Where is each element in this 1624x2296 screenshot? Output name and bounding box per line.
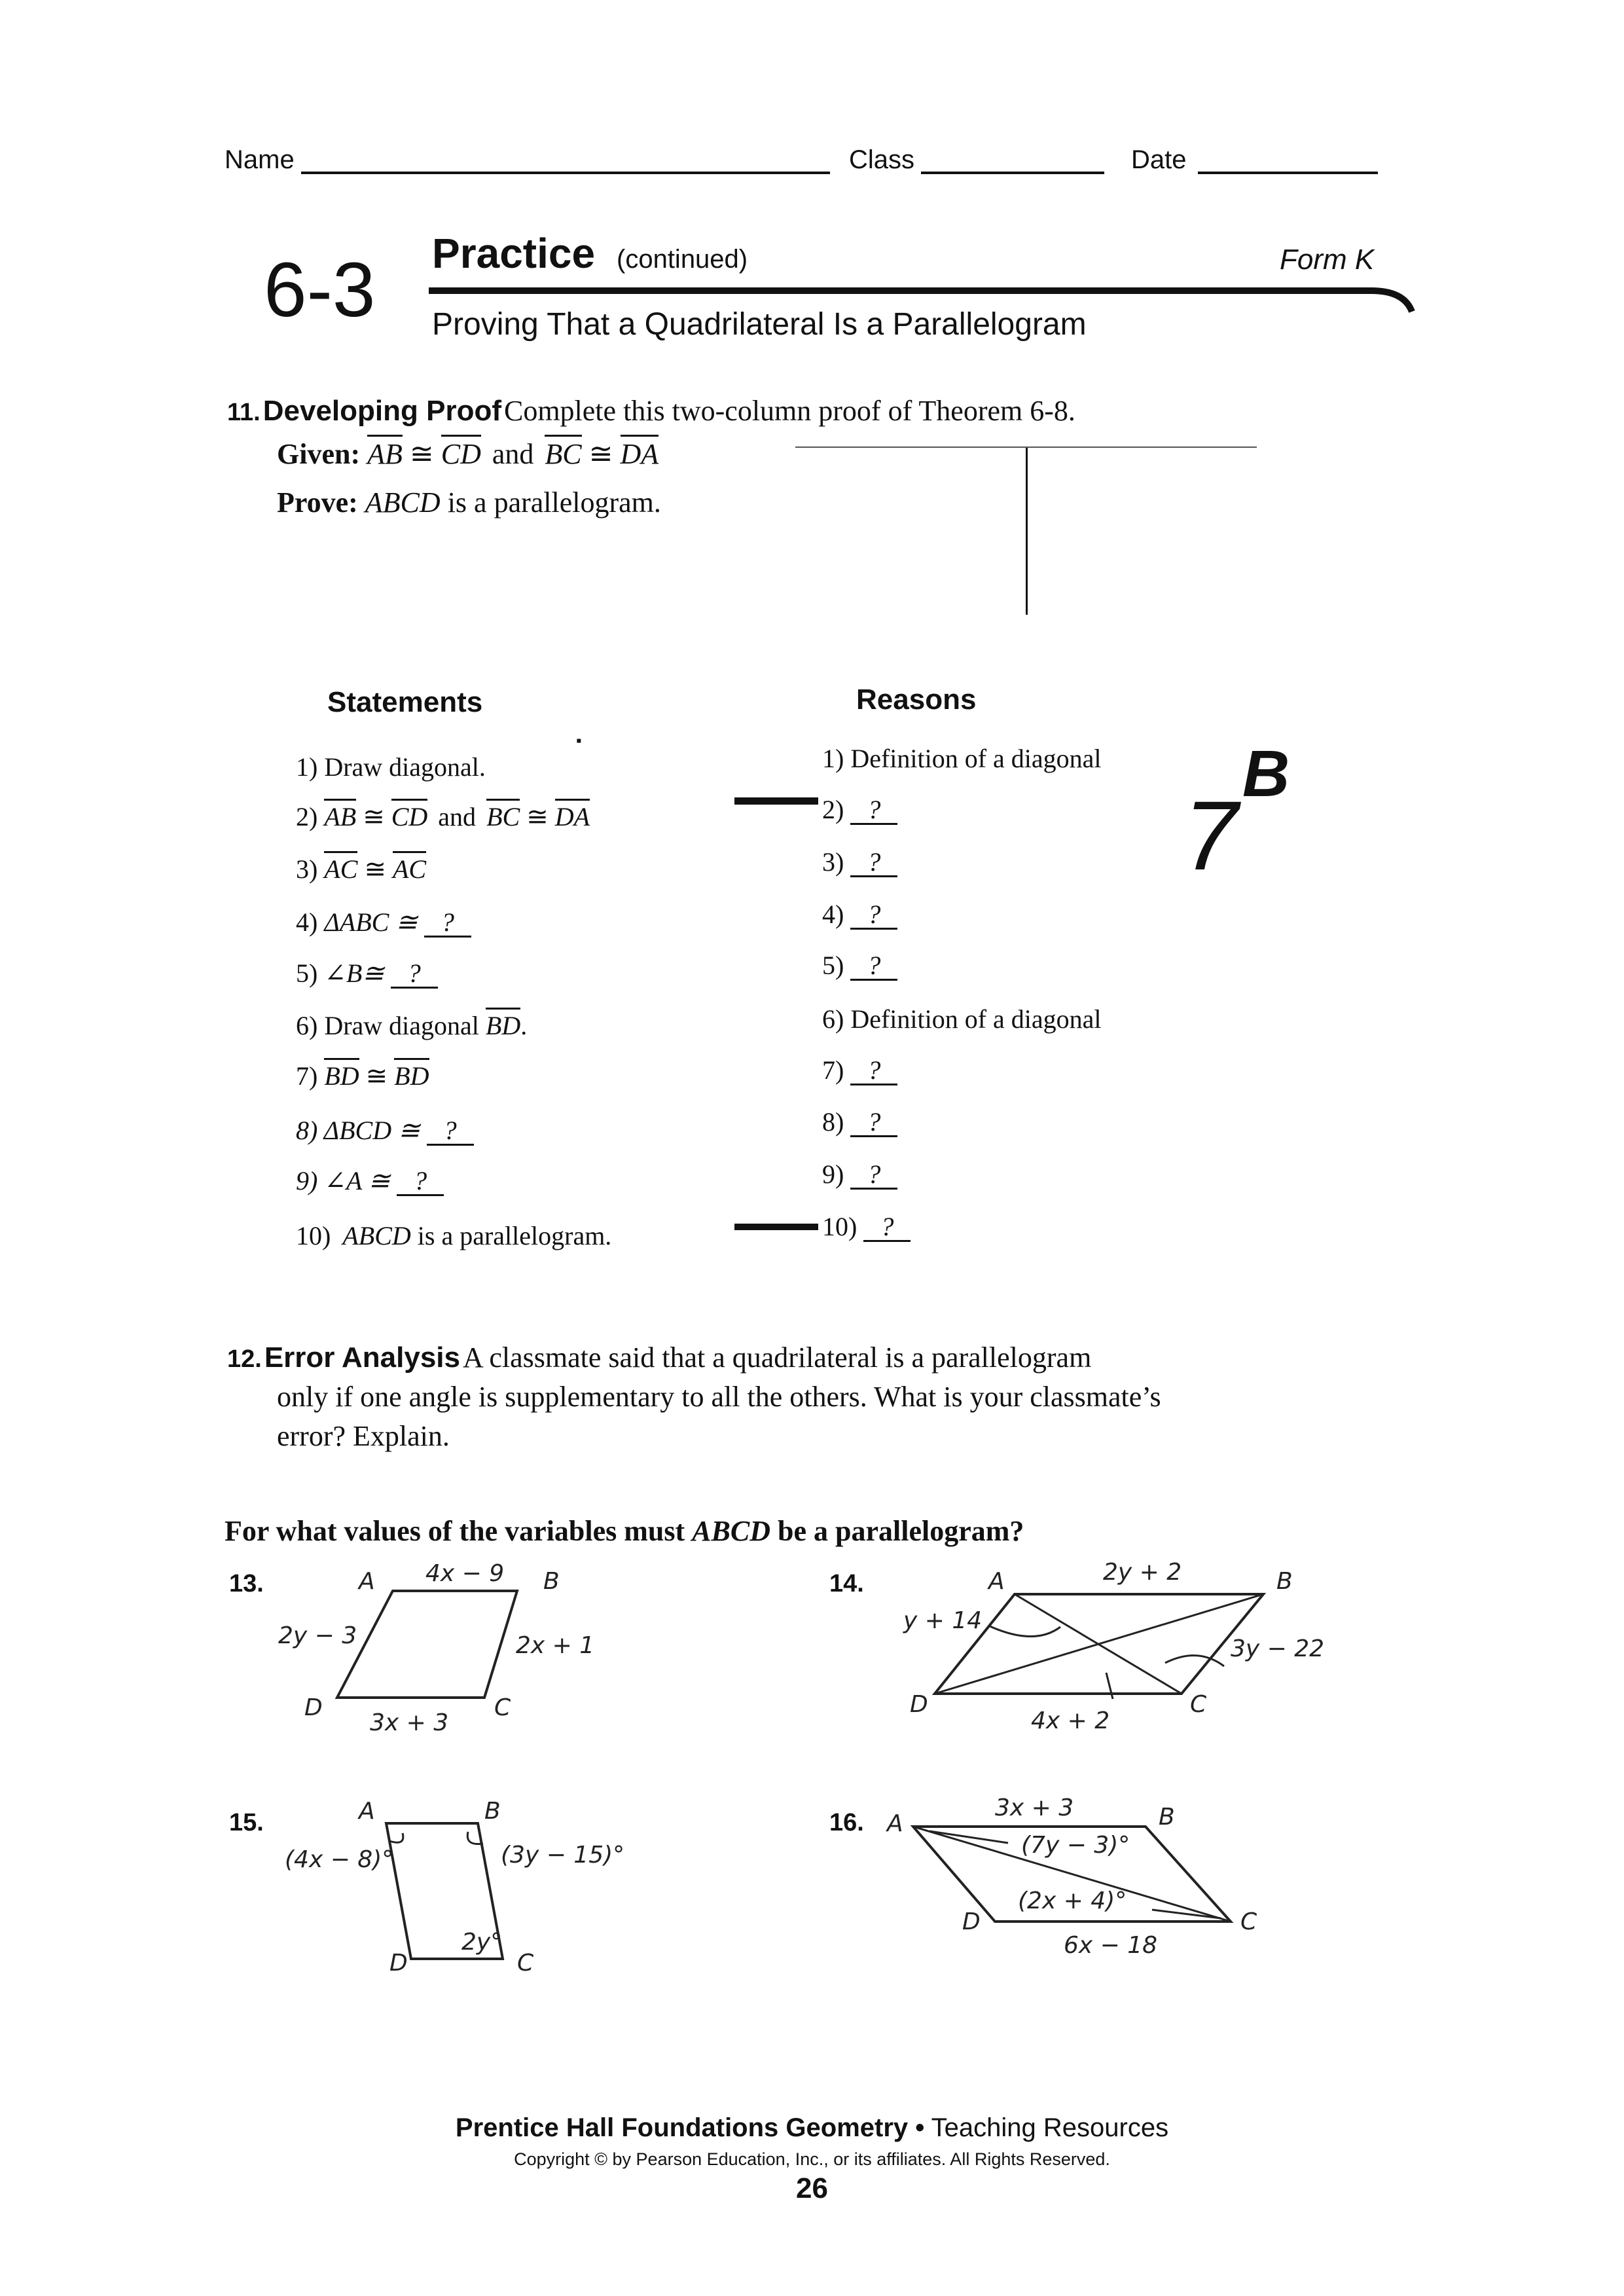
prove-label: Prove: xyxy=(277,486,358,519)
figure-13 xyxy=(262,1555,628,1741)
s2-and: and xyxy=(438,802,477,831)
form-label: Form K xyxy=(1280,244,1375,276)
name-field[interactable] xyxy=(301,172,830,174)
figure-15 xyxy=(275,1794,641,1977)
fig15-angle-c: 2y° xyxy=(461,1929,503,1956)
r5-blank[interactable]: ? xyxy=(850,953,897,981)
s7-bd2: BD xyxy=(394,1058,429,1091)
arrow-upper xyxy=(929,1831,1008,1843)
fig14-top: 2y + 2 xyxy=(1103,1559,1182,1586)
q11-title: Developing Proof xyxy=(262,395,501,427)
q12-title: Error Analysis xyxy=(264,1341,460,1374)
s10-abcd: ABCD xyxy=(342,1221,411,1250)
s2-num: 2) xyxy=(296,802,318,831)
s4-tri: ΔABC ≅ xyxy=(324,907,418,937)
reason-10 xyxy=(822,1211,911,1242)
r10-num: 10) xyxy=(822,1212,857,1241)
s2-da: DA xyxy=(555,799,590,831)
fig13-top: 4x − 9 xyxy=(425,1560,505,1587)
fig15-angle-b: (3y − 15)° xyxy=(501,1842,625,1868)
class-label: Class xyxy=(849,145,915,174)
q13-16-instruction xyxy=(225,1514,1024,1548)
statements-header: Statements xyxy=(327,686,483,718)
reason-3 xyxy=(822,847,897,877)
s10-text: is a parallelogram. xyxy=(417,1221,612,1250)
arrow-y14 xyxy=(988,1626,1060,1637)
statement-8 xyxy=(296,1115,474,1146)
class-field[interactable] xyxy=(921,172,1104,174)
fig16-label-c: C xyxy=(1240,1908,1257,1935)
lesson-number: 6-3 xyxy=(264,247,376,333)
s2-bc: BC xyxy=(486,799,520,831)
parallelogram-13 xyxy=(337,1591,517,1698)
q12-line1: A classmate said that a quadrilateral is a parallelogram xyxy=(463,1341,1092,1374)
statement-7 xyxy=(296,1061,429,1091)
given-line xyxy=(277,437,659,471)
fig16-angle-lower: (2x + 4)° xyxy=(1018,1887,1127,1914)
cong-sym: ≅ xyxy=(363,802,385,831)
fig13-left: 2y − 3 xyxy=(278,1622,357,1649)
fig16-label-a: A xyxy=(887,1810,903,1837)
given-ab: AB xyxy=(367,435,403,470)
fig14-label-b: B xyxy=(1276,1568,1293,1595)
handwritten-b: B xyxy=(1242,737,1290,811)
reason-1: 1) Definition of a diagonal xyxy=(822,744,1102,773)
s6-bd: BD xyxy=(486,1008,520,1040)
reason-7 xyxy=(822,1055,897,1085)
fig13-label-a: A xyxy=(359,1568,375,1595)
fig15-label-d: D xyxy=(389,1950,408,1977)
prove-line xyxy=(277,486,661,519)
t-chart-divider xyxy=(1026,448,1028,615)
s9-blank[interactable]: ? xyxy=(397,1168,444,1196)
instr-abcd: ABCD xyxy=(692,1515,770,1547)
s3-ac2: AC xyxy=(393,851,426,884)
fig16-label-b: B xyxy=(1159,1804,1175,1831)
arrow-bar-top xyxy=(734,797,818,805)
figure-14 xyxy=(890,1548,1362,1745)
statement-1: 1) Draw diagonal. xyxy=(296,752,486,782)
s6-period: . xyxy=(520,1011,528,1040)
s6-text: 6) Draw diagonal xyxy=(296,1011,479,1040)
s2-cd: CD xyxy=(391,799,428,831)
q12-heading xyxy=(227,1341,1091,1374)
q12-line3: error? Explain. xyxy=(277,1420,450,1452)
fig15-label-c: C xyxy=(517,1950,534,1977)
date-label: Date xyxy=(1131,145,1187,174)
s9-text: 9) ∠A ≅ xyxy=(296,1166,391,1195)
reason-6: 6) Definition of a diagonal xyxy=(822,1004,1102,1034)
prove-text: is a parallelogram. xyxy=(447,486,661,519)
statement-6 xyxy=(296,1010,527,1041)
fig13-bottom: 3x + 3 xyxy=(370,1709,449,1736)
statement-4 xyxy=(296,907,471,938)
statement-10 xyxy=(296,1220,611,1251)
r8-blank[interactable]: ? xyxy=(850,1109,897,1137)
q13-number: 13. xyxy=(229,1570,264,1597)
cong-sym: ≅ xyxy=(526,802,549,831)
s10-num: 10) xyxy=(296,1221,331,1250)
fig14-label-d: D xyxy=(910,1691,928,1718)
footer-bullet: • xyxy=(915,2113,925,2142)
arrow-bar-bottom xyxy=(734,1224,818,1230)
s8-blank[interactable]: ? xyxy=(427,1118,474,1146)
fig16-angle-upper: (7y − 3)° xyxy=(1021,1832,1130,1859)
r3-blank[interactable]: ? xyxy=(850,849,897,877)
fig13-label-b: B xyxy=(543,1568,560,1595)
fig16-top: 3x + 3 xyxy=(995,1795,1074,1821)
reason-2 xyxy=(822,794,897,825)
reason-5 xyxy=(822,950,897,981)
fig14-label-a: A xyxy=(988,1568,1005,1595)
s2-ab: AB xyxy=(324,799,356,831)
handwritten-7: 7 xyxy=(1183,780,1238,890)
reason-4 xyxy=(822,899,897,930)
r2-blank[interactable]: ? xyxy=(850,797,897,825)
s4-num: 4) xyxy=(296,907,318,937)
instr-post: be a parallelogram? xyxy=(778,1515,1024,1547)
practice-title: Practice xyxy=(432,230,596,277)
reasons-header: Reasons xyxy=(856,683,977,716)
date-field[interactable] xyxy=(1198,172,1378,174)
s5-blank[interactable]: ? xyxy=(391,960,438,989)
q16-number: 16. xyxy=(829,1809,864,1836)
lesson-subtitle: Proving That a Quadrilateral Is a Parallelogram xyxy=(432,307,1087,342)
fig13-label-d: D xyxy=(304,1694,323,1721)
r7-num: 7) xyxy=(822,1055,844,1085)
r4-num: 4) xyxy=(822,900,844,929)
s7-bd1: BD xyxy=(324,1058,359,1091)
given-da: DA xyxy=(621,435,659,470)
arrow-3y22 xyxy=(1165,1656,1224,1666)
statement-3 xyxy=(296,854,426,884)
diagonal-bd xyxy=(935,1594,1263,1694)
fig14-label-c: C xyxy=(1190,1691,1207,1718)
footer-book-line xyxy=(0,2113,1624,2143)
figure-16 xyxy=(877,1784,1283,1961)
footer-resource: Teaching Resources xyxy=(931,2113,1169,2142)
cong-sym: ≅ xyxy=(364,854,386,884)
continued-label: (continued) xyxy=(617,245,748,274)
q11-number: 11. xyxy=(227,399,261,426)
s5-angle: ∠B≅ xyxy=(324,958,384,988)
s7-num: 7) xyxy=(296,1061,318,1091)
s5-num: 5) xyxy=(296,958,318,988)
q11-heading xyxy=(227,394,1075,428)
prove-abcd: ABCD xyxy=(365,486,441,519)
fig14-bottom: 4x + 2 xyxy=(1031,1707,1110,1734)
cong-sym: ≅ xyxy=(365,1061,388,1091)
r2-num: 2) xyxy=(822,795,844,824)
fig15-label-b: B xyxy=(484,1798,501,1825)
s4-blank[interactable]: ? xyxy=(424,909,471,938)
q12-number: 12. xyxy=(227,1345,262,1373)
given-and: and xyxy=(492,438,534,470)
given-bc: BC xyxy=(545,435,581,470)
reason-9 xyxy=(822,1159,897,1190)
name-label: Name xyxy=(225,145,295,174)
fig14-left-seg: y + 14 xyxy=(903,1607,983,1634)
fig16-bottom: 6x − 18 xyxy=(1064,1932,1158,1959)
r5-num: 5) xyxy=(822,951,844,980)
arc-a xyxy=(389,1833,403,1842)
statement-2 xyxy=(296,801,590,832)
given-cd: CD xyxy=(441,435,481,470)
s3-ac1: AC xyxy=(324,851,357,884)
q14-number: 14. xyxy=(829,1570,864,1597)
fig13-label-c: C xyxy=(494,1694,511,1721)
given-label: Given: xyxy=(277,438,361,470)
fig16-label-d: D xyxy=(962,1908,981,1935)
cong-sym: ≅ xyxy=(588,438,613,470)
q15-number: 15. xyxy=(229,1809,264,1836)
fig15-label-a: A xyxy=(359,1798,375,1825)
stray-mark: ▪ xyxy=(576,732,582,750)
footer-book: Prentice Hall Foundations Geometry xyxy=(455,2113,909,2142)
q12-line2: only if one angle is supplementary to all the others. What is your classmate’s xyxy=(277,1381,1161,1413)
r9-blank[interactable]: ? xyxy=(850,1161,897,1190)
r9-num: 9) xyxy=(822,1159,844,1189)
cong-sym: ≅ xyxy=(409,438,434,470)
fig13-right: 2x + 1 xyxy=(516,1632,595,1659)
s8-text: 8) ΔBCD ≅ xyxy=(296,1116,420,1145)
r10-blank[interactable]: ? xyxy=(863,1214,911,1242)
statement-9 xyxy=(296,1165,444,1196)
page-number: 26 xyxy=(796,2172,828,2204)
r8-num: 8) xyxy=(822,1107,844,1137)
reason-8 xyxy=(822,1106,897,1137)
footer-copyright: Copyright © by Pearson Education, Inc., or its affiliates. All Rights Reserved. xyxy=(514,2149,1110,2169)
fig15-angle-a: (4x − 8)° xyxy=(285,1846,394,1873)
statement-5 xyxy=(296,958,438,989)
fig14-right-seg: 3y − 22 xyxy=(1231,1635,1325,1662)
instr-pre: For what values of the variables must xyxy=(225,1515,685,1547)
s3-num: 3) xyxy=(296,854,318,884)
r3-num: 3) xyxy=(822,847,844,877)
q11-prompt: Complete this two-column proof of Theorem 6-8. xyxy=(503,395,1075,427)
r4-blank[interactable]: ? xyxy=(850,902,897,930)
arrow-lower xyxy=(1152,1910,1221,1918)
r7-blank[interactable]: ? xyxy=(850,1057,897,1085)
